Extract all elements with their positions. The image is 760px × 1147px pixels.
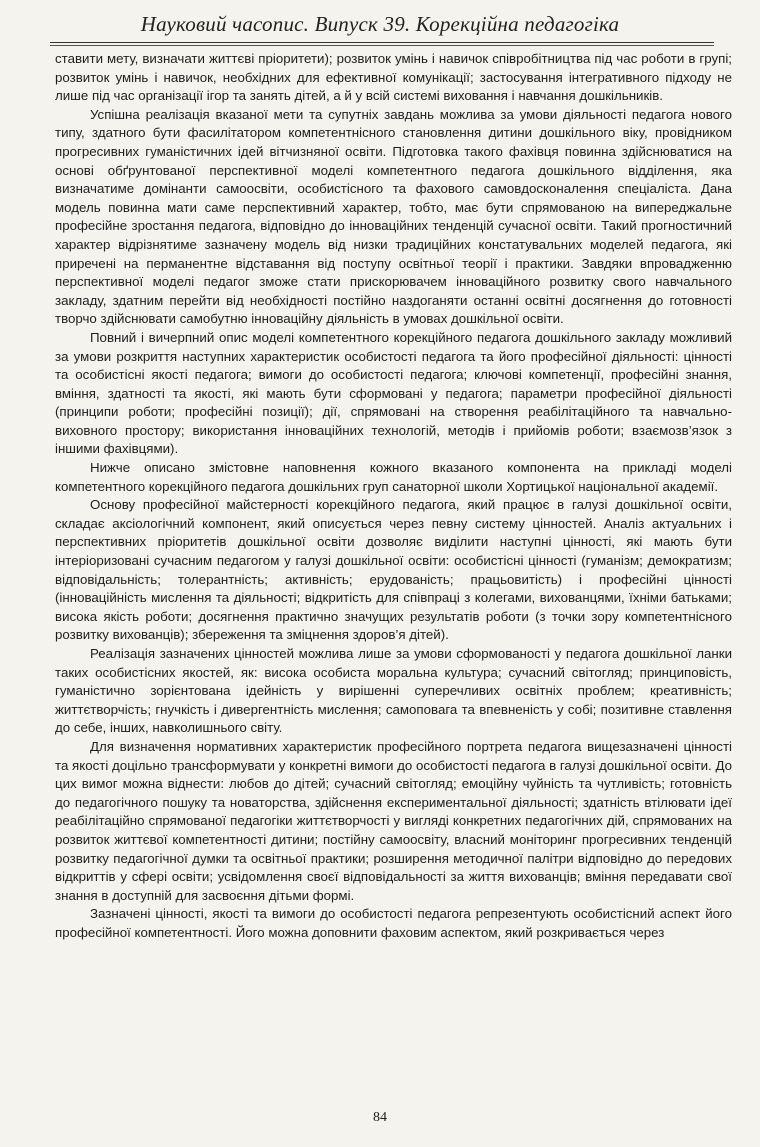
paragraph: Зазначені цінності, якості та вимоги до особистості педагога репрезентують особистісний аспект його професійної компетентності. Його можна доповнити фаховим аспектом, який розкривається через [55,906,732,940]
paragraph: Основу професійної майстерності корекційного педагога, який працює в галузі дошкільної освіти, складає аксіологічний компонент, який описується через певну систему цінностей. Аналіз актуальних і перспективних пріоритетів дошкільної освіти дозволяє виділити наступні цінності, які мають бути інтеріоризовані сучасним педагогом у галузі дошкільної освіти: особистісні цінності (гуманізм; демократизм; відповідальність; толерантність; активність; ерудованість; працьовитість) і професійні цінності (інноваційність мислення та діяльності; відкритість для співпраці з колегами, вихованцями, їхніми батьками; висока якість роботи; досягнення практично значущих результатів роботи (з точки зору компетентнісного розвитку вихованців); збереження та зміцнення здоров’я дітей). [55,497,732,643]
paragraph: Для визначення нормативних характеристик професійного портрета педагога вищезазначені цінності та якості доцільно трансформувати у конкретні вимоги до особистості педагога в галузі дошкільної освіти. До цих вимог можна віднести: любов до дітей; сучасний світогляд; емоційну чуйність та чутливість; готовність до педагогічного пошуку та новаторства, здійснення експериментальної діяльності; здатність втілювати ідеї реабілітаційно спрямованої педагогіки життєтворчості у вигляді конкретних педагогічних дій, спрямованих на розвиток життєвої компетентності дитини; постійну самоосвіту, власний моніторинг прогресивних тенденцій розвитку педагогічної думки та освітньої практики; розширення методичної палітри відповідно до передових відкриттів у сфері освіти; усвідомлення своєї відповідальності за життя вихованців; вміння передавати свої знання в доступній для засвоєння дітьми формі. [55,738,732,903]
header-rule-thick [50,42,714,43]
paragraph: Успішна реалізація вказаної мети та супутніх завдань можлива за умови діяльності педагога нового типу, здатного бути фасилітатором компетентнісного становлення дитини дошкільного віку, провідником прогресивних гуманістичних ідей вітчизняної освіти. Підготовка такого фахівця повинна здійснюватися на основі обґрунтованої перспективної моделі компетентного педагога дошкільного відділення, яка визначатиме домінанти самоосвіти, особистісного та фахового самовдосконалення спеціаліста. Дана модель повинна мати саме перспективний характер, тобто, має бути спрямованою на випереджальне професійне зростання педагога, відповідно до інноваційних тенденцій сучасної освіти. Такий прогностичний характер відрізнятиме зазначену модель від низки традиційних констатувальних моделей педагога, які приречені на перманентне відставання від поступу освітньої теорії і практики. Завдяки впровадженню перспективної моделі педагог зможе стати прискорювачем інноваційного розвитку свого навчального закладу, здатним перейти від необхідності постійно наздоганяти останні освітні досягнення до готовності творчо здійснювати самобутню інноваційну діяльність в умовах дошкільної освіти. [55,106,732,327]
paragraph: Повний і вичерпний опис моделі компетентного корекційного педагога дошкільного закладу можливий за умови розкриття наступних характеристик особистості педагога та його професійної діяльності: цінності та особистісні якості педагога; вимоги до особистості педагога; ключові компетенції, професійні знання, вміння, здатності та якості, які мають бути сформовані у педагога; параметри професійної діяльності (принципи роботи; професійні позиції); дії, спрямовані на створення реабілітаційного та навчально-виховного простору; використання інноваційних технологій, методів і прийомів роботи; взаємозв’язок з іншими фахівцями). [55,329,732,457]
article-body [55,50,732,943]
paragraph-continued: ставити мету, визначати життєві пріоритети); розвиток умінь і навичок співробітництва під час роботи в групі; розвиток умінь і навичок, необхідних для ефективної комунікації; застосування інтегративного підходу не лише під час організації ігор та занять дітей, а й у всій системі виховання і навчання дошкільників. [55,51,732,104]
header-rule-thin [50,45,714,46]
paragraph: Реалізація зазначених цінностей можлива лише за умови сформованості у педагога дошкільної ланки таких особистісних якостей, як: висока особиста моральна культура; сучасний світогляд; принциповість, гуманістично зорієнтована ідейність у вирішенні суперечливих освітніх проблем; креативність; життєтворчість; гнучкість і дивергентність мислення; самоповага та впевненість у собі; позитивне ставлення до себе, інших, навколишнього світу. [55,646,732,736]
paragraph: Нижче описано змістовне наповнення кожного вказаного компонента на прикладі моделі компетентного корекційного педагога дошкільних груп санаторної школи Хортицької національної академії. [55,460,732,494]
running-header: Науковий часопис. Випуск 39. Корекційна педагогіка [140,12,620,36]
page-number: 84 [373,1110,387,1125]
